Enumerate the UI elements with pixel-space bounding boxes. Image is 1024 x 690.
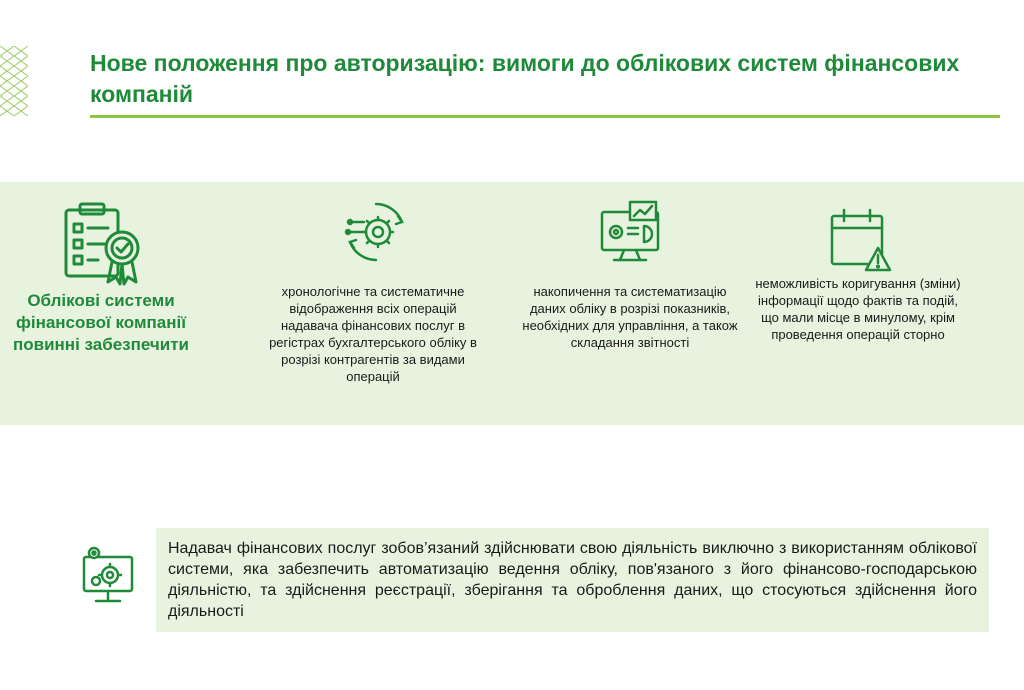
corner-lattice-pattern xyxy=(0,46,28,116)
clipboard-certificate-icon xyxy=(62,202,146,288)
obligation-note: Надавач фінансових послуг зобов’язаний здійснювати свою діяльність виключно з використанням облікової системи, яка забезпечить автоматизацію ведення обліку, пов'язаного з його фінансово-господарською діяльністю, та здійснення реєстрації, зберігання та оброблення даних, що стосуються здійснення його діяльності xyxy=(156,528,989,632)
calendar-warning-icon xyxy=(828,208,892,272)
monitor-analytics-icon xyxy=(598,200,662,264)
computer-gears-icon xyxy=(80,545,136,607)
page-title: Нове положення про авторизацію: вимоги до облікових систем фінансових компаній xyxy=(90,50,960,107)
title-underline xyxy=(90,115,1000,118)
requirement-text-chronological: хронологічне та систематичне відображення всіх операцій надавача фінансових послуг в регістрах бухгалтерського обліку в розрізі контрагентів за видами операцій xyxy=(269,284,477,384)
band-lead-text: Облікові системи фінансової компанії повинні забезпечити xyxy=(12,291,190,354)
gear-circuit-icon xyxy=(344,200,408,264)
requirement-text-immutability: неможливість коригування (зміни) інформації щодо фактів та подій, що мали місце в минулому, крім проведення операцій сторно xyxy=(755,276,961,342)
requirement-text-accumulation: накопичення та систематизацію даних обліку в розрізі показників, необхідних для управління, а також складання звітності xyxy=(522,284,738,350)
